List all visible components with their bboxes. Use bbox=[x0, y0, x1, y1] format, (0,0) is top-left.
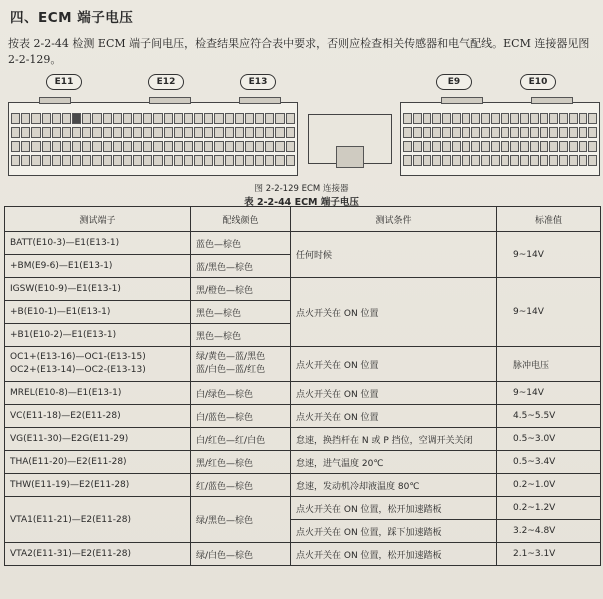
table-row: 点火开关在 ON 位置，踩下加速踏板 3.2~4.8V bbox=[5, 520, 601, 543]
figure-caption: 图 2-2-129 ECM 连接器 bbox=[254, 184, 349, 194]
connector-label-e11: E11 bbox=[46, 74, 82, 90]
intro-paragraph: 按表 2-2-44 检测 ECM 端子间电压，检查结果应符合表中要求，否则应检查相关传感器和电气配线。ECM 连接器见图 2-2-129。 bbox=[8, 37, 590, 66]
table-row: VC(E11-18)—E2(E11-28) 白/蓝色—棕色 点火开关在 ON 位置 4.5~5.5V bbox=[5, 405, 601, 428]
table-row: VTA1(E11-21)—E2(E11-28) 绿/黑色—棕色 点火开关在 ON 位置，松开加速踏板 0.2~1.2V bbox=[5, 497, 601, 520]
connector-label-e13: E13 bbox=[240, 74, 276, 90]
table-row: THA(E11-20)—E2(E11-28) 黑/红色—棕色 怠速，进气温度 20℃ 0.5~3.4V bbox=[5, 451, 601, 474]
table-row: VTA2(E11-31)—E2(E11-28) 绿/白色—棕色 点火开关在 ON 位置，松开加速踏板 2.1~3.1V bbox=[5, 543, 601, 566]
table-row: +B1(E10-2)—E1(E13-1) 黑色—棕色 bbox=[5, 324, 601, 347]
connector-body-left bbox=[8, 102, 298, 176]
ecm-voltage-table bbox=[4, 206, 601, 566]
header-terminal: 测试端子 bbox=[5, 207, 191, 232]
table-header-row bbox=[5, 207, 601, 232]
table-row: IGSW(E10-9)—E1(E13-1) 黑/橙色—棕色 点火开关在 ON 位置 9~14V bbox=[5, 278, 601, 301]
ecm-connector-figure bbox=[8, 74, 600, 184]
table-row: OC1+(E13-16)—OC1-(E13-15) OC2+(E13-14)—OC2-(E13-13) 绿/黄色—蓝/黑色 蓝/白色—蓝/红色 点火开关在 ON 位置 脉冲电压 bbox=[5, 347, 601, 382]
section-heading: 四、ECM 端子电压 bbox=[10, 10, 134, 26]
table-row: BATT(E10-3)—E1(E13-1) 蓝色—棕色 任何时候 9~14V bbox=[5, 232, 601, 255]
connector-label-e9: E9 bbox=[436, 74, 472, 90]
table-caption: 表 2-2-44 ECM 端子电压 bbox=[244, 197, 359, 208]
connector-body-right bbox=[400, 102, 600, 176]
table-row: +B(E10-1)—E1(E13-1) 黑色—棕色 bbox=[5, 301, 601, 324]
connector-label-e10: E10 bbox=[520, 74, 556, 90]
table-row: THW(E11-19)—E2(E11-28) 红/蓝色—棕色 怠速，发动机冷却液温度 80℃ 0.2~1.0V bbox=[5, 474, 601, 497]
connector-label-e12: E12 bbox=[148, 74, 184, 90]
header-standard-value: 标准值 bbox=[497, 207, 601, 232]
header-wire-color: 配线颜色 bbox=[191, 207, 291, 232]
table-row: +BM(E9-6)—E1(E13-1) 蓝/黑色—棕色 bbox=[5, 255, 601, 278]
table-row: VG(E11-30)—E2G(E11-29) 白/红色—红/白色 怠速，换挡杆在 N 或 P 挡位，空调开关关闭 0.5~3.0V bbox=[5, 428, 601, 451]
table-row: MREL(E10-8)—E1(E13-1) 白/绿色—棕色 点火开关在 ON 位置 9~14V bbox=[5, 382, 601, 405]
header-condition: 测试条件 bbox=[291, 207, 497, 232]
